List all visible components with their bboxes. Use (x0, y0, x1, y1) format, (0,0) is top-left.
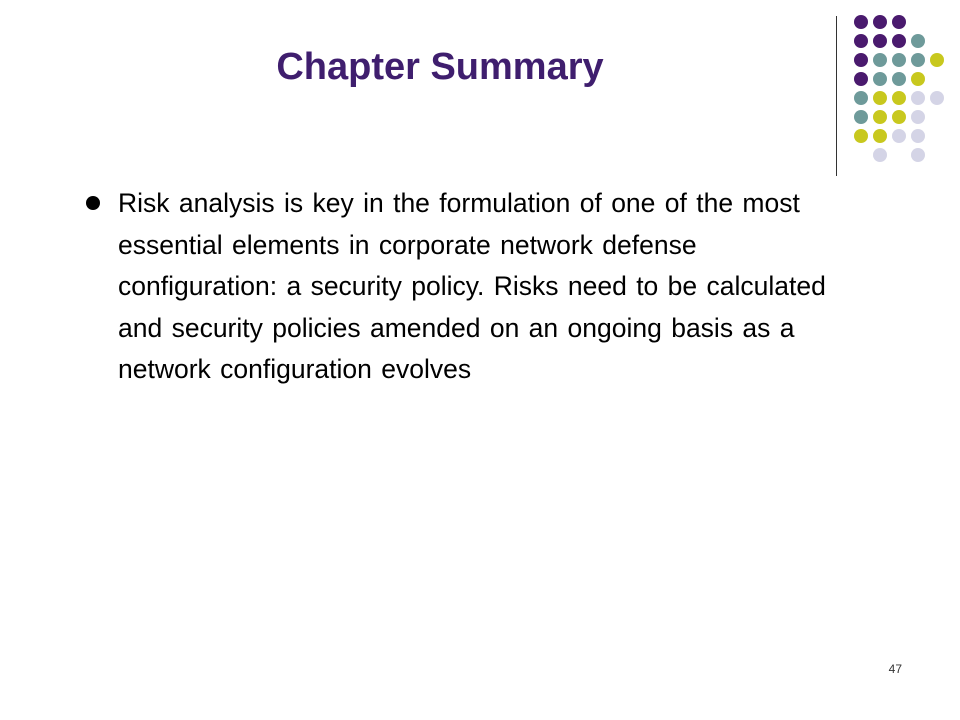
decor-dot (911, 53, 925, 67)
decor-dot (911, 129, 925, 143)
decor-dot (873, 72, 887, 86)
decor-dot (854, 72, 868, 86)
slide-title: Chapter Summary (276, 46, 604, 88)
decor-dot (873, 91, 887, 105)
decor-dot (892, 53, 906, 67)
decor-dot (892, 72, 906, 86)
decor-dot (892, 15, 906, 29)
decor-dot (873, 148, 887, 162)
decor-dot (873, 53, 887, 67)
decor-dot (854, 110, 868, 124)
decor-dot (930, 91, 944, 105)
decor-dot (930, 53, 944, 67)
bullet-list (86, 183, 856, 391)
decor-dot (892, 91, 906, 105)
decor-dot (854, 34, 868, 48)
decor-dot (873, 15, 887, 29)
bullet-dot-icon (86, 196, 100, 210)
bullet-item (86, 183, 856, 391)
decor-dot (873, 34, 887, 48)
decor-dot (911, 72, 925, 86)
decor-dot (911, 148, 925, 162)
decor-dot (911, 110, 925, 124)
decor-dot (854, 91, 868, 105)
decor-dot (892, 110, 906, 124)
decor-dot (911, 91, 925, 105)
decor-dot (892, 129, 906, 143)
decor-dot (854, 53, 868, 67)
bullet-text: Risk analysis is key in the formulation of one of the most essential elements in corporate network defense configuration: a security policy. Risks need to be calculated and security policies amended on an ongoing basis as a network configuration evolves (118, 188, 826, 384)
decor-dot (873, 110, 887, 124)
decor-dot (911, 34, 925, 48)
decor-dot (854, 129, 868, 143)
decor-dot (854, 15, 868, 29)
page-number: 47 (888, 662, 902, 676)
decor-dot (873, 129, 887, 143)
decor-dot (892, 34, 906, 48)
